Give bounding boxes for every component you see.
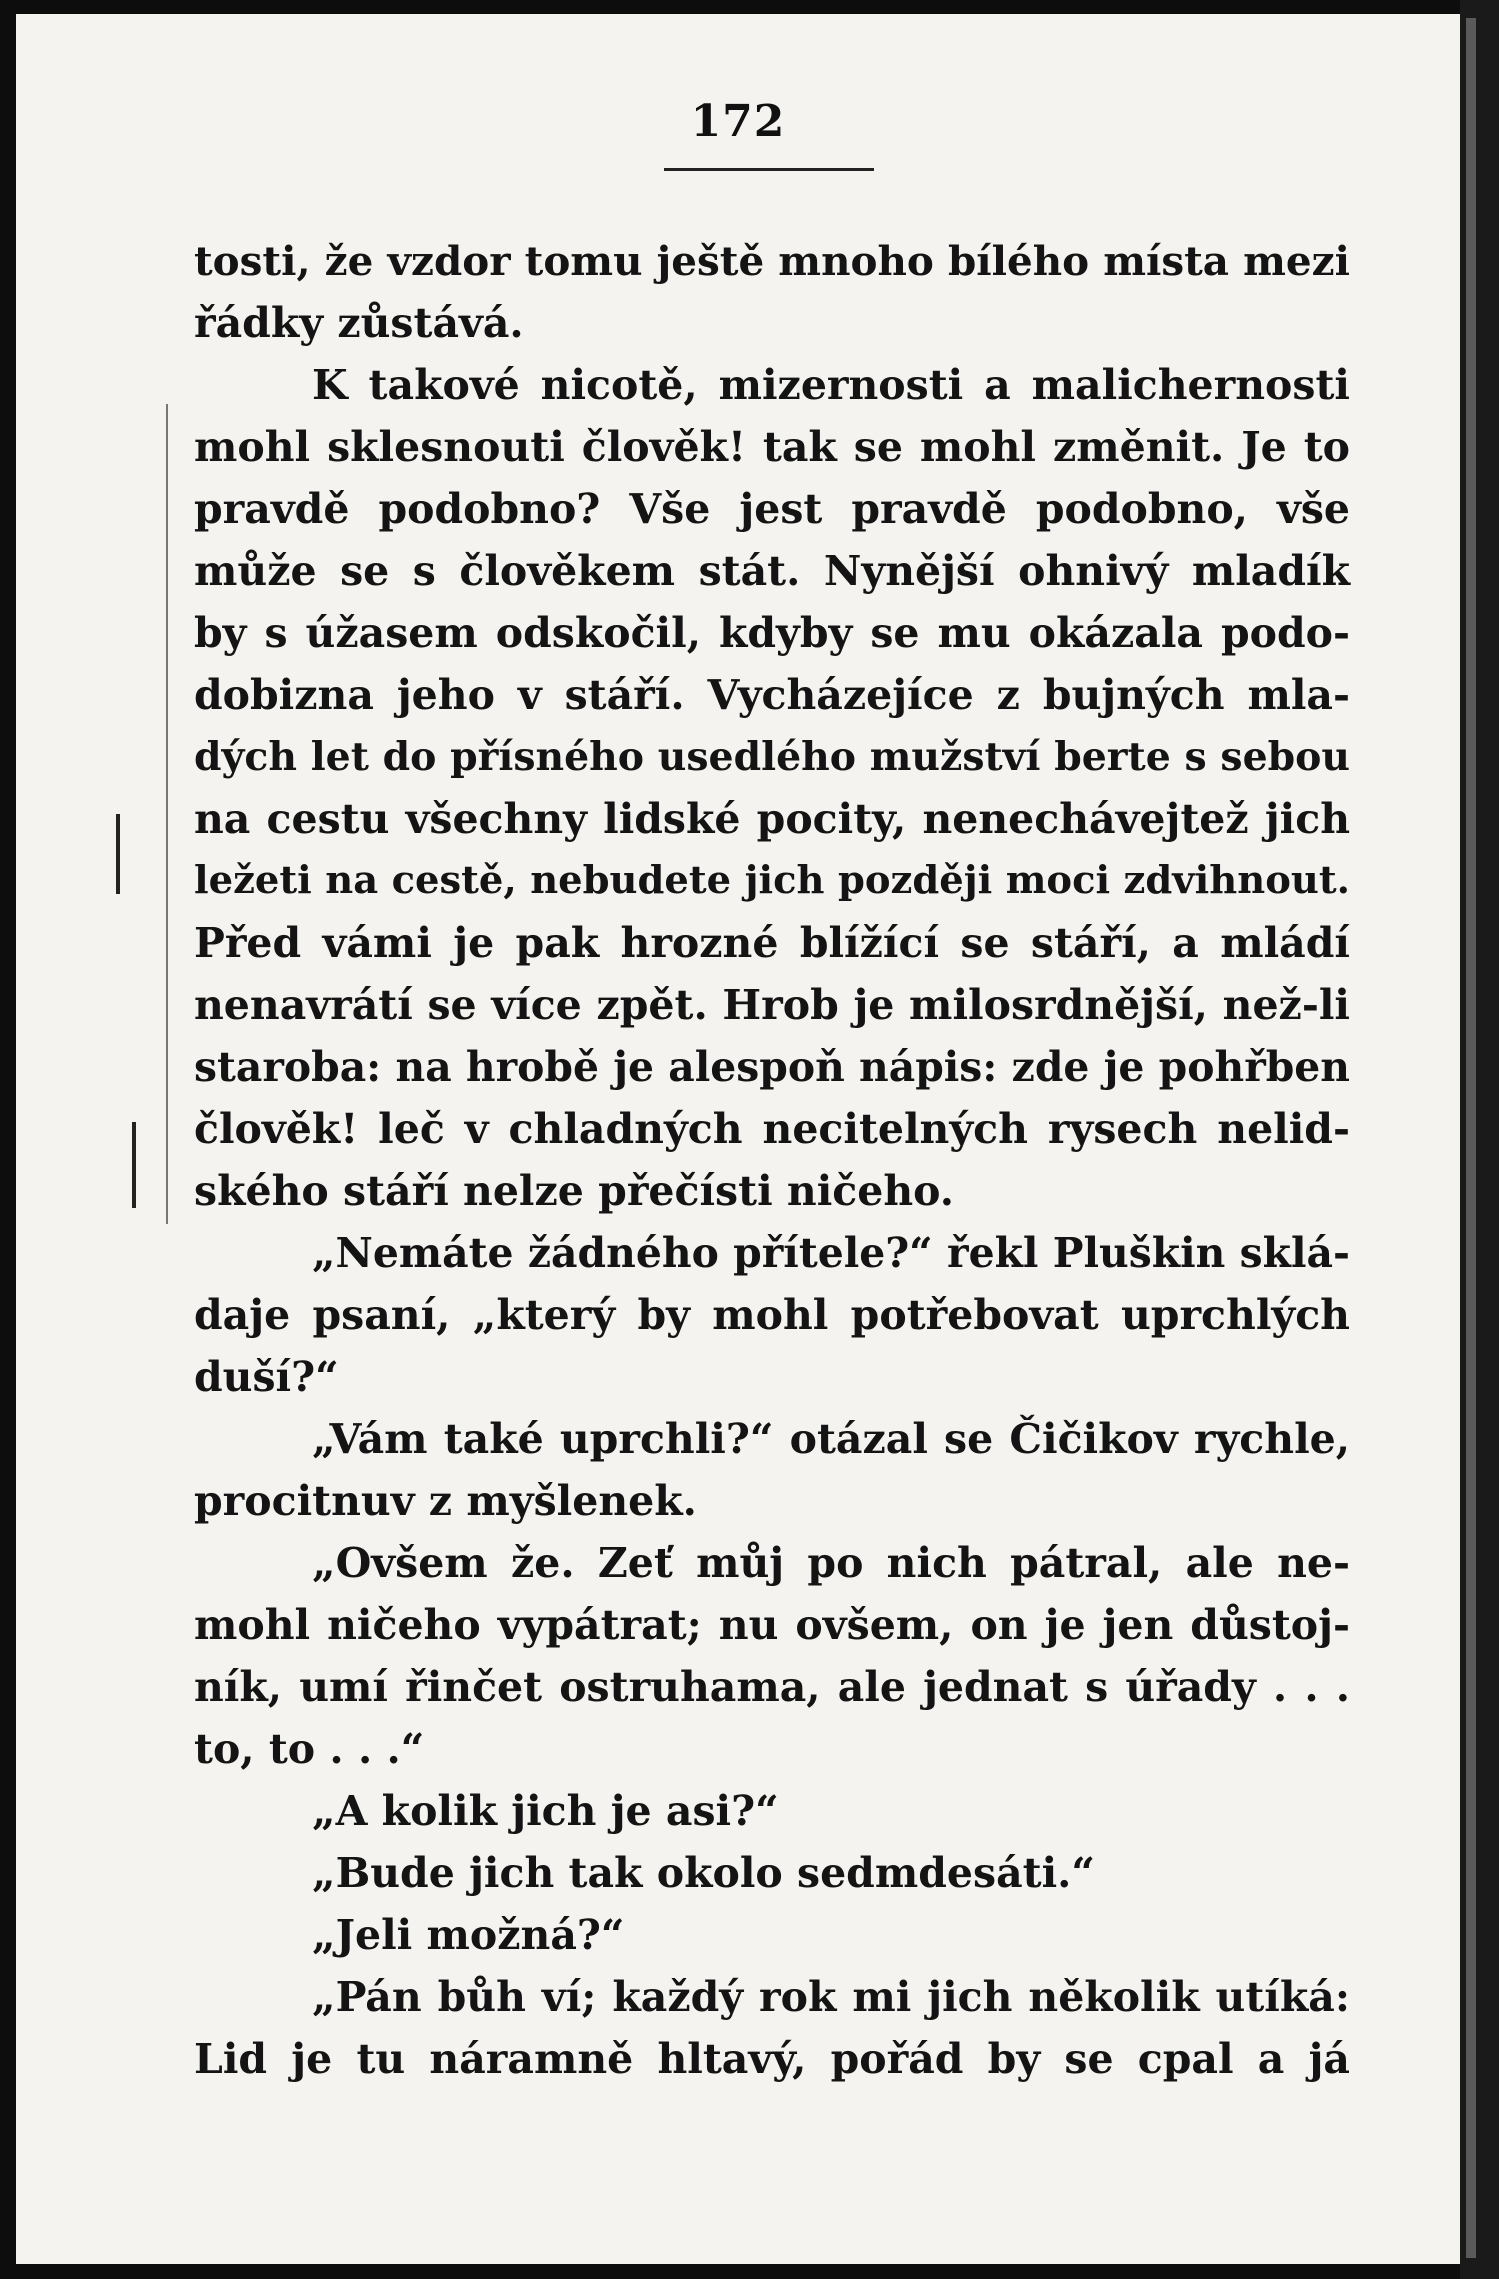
- text-line: „A kolik jich je asi?“: [312, 1787, 779, 1835]
- text-line: ník, umí řinčet ostruhama, ale jednat s úřady . . .: [194, 1663, 1350, 1711]
- text-line: „Nemáte žádného přítele?“ řekl Pluškin sklá-: [312, 1229, 1350, 1277]
- text-line: duší?“: [194, 1353, 339, 1401]
- text-line: „Bude jich tak okolo sedmdesáti.“: [312, 1849, 1096, 1897]
- text-line: Před vámi je pak hrozné blížící se stáří, a mládí: [194, 919, 1350, 967]
- text-line: to, to . . .“: [194, 1725, 425, 1773]
- text-line: mohl ničeho vypátrat; nu ovšem, on je jen důstoj-: [194, 1601, 1350, 1649]
- text-line: člověk! leč v chladných necitelných rysech nelid-: [194, 1105, 1350, 1153]
- text-line: by s úžasem odskočil, kdyby se mu okázala podo-: [194, 609, 1350, 657]
- text-line: nenavrátí se více zpět. Hrob je milosrdnější, než-li: [194, 981, 1350, 1029]
- text-line: může se s člověkem stát. Nynější ohnivý mladík: [194, 547, 1350, 595]
- text-line: ského stáří nelze přečísti ničeho.: [194, 1167, 955, 1215]
- text-line: na cestu všechny lidské pocity, nenechávejtež jich: [194, 795, 1350, 843]
- text-line: „Ovšem že. Zeť můj po nich pátral, ale ne-: [312, 1539, 1350, 1587]
- text-line: „Jeli možná?“: [312, 1911, 625, 1959]
- text-line: „Vám také uprchli?“ otázal se Čičikov rychle,: [312, 1415, 1350, 1463]
- text-line: tosti, že vzdor tomu ještě mnoho bílého místa mezi: [194, 237, 1350, 285]
- page-edge-shadow: [1466, 18, 1476, 2258]
- text-line: procitnuv z myšlenek.: [194, 1477, 697, 1525]
- text-line: pravdě podobno? Vše jest pravdě podobno, vše: [194, 485, 1350, 533]
- margin-mark: [132, 1122, 136, 1208]
- text-line: mohl sklesnouti člověk! tak se mohl změnit. Je to: [194, 423, 1350, 471]
- text-line: řádky zůstává.: [194, 299, 524, 347]
- text-line: dých let do přísného usedlého mužství berte s sebou: [194, 734, 1350, 780]
- text-line: Lid je tu náramně hltavý, pořád by se cpal a já: [194, 2035, 1350, 2083]
- book-page: [16, 14, 1460, 2264]
- text-line: ležeti na cestě, nebudete jich později moci zdvihnout.: [194, 858, 1350, 903]
- page-number: 172: [690, 96, 786, 147]
- text-line: staroba: na hrobě je alespoň nápis: zde je pohřben: [194, 1043, 1350, 1091]
- text-line: „Pán bůh ví; každý rok mi jich několik utíká:: [312, 1973, 1350, 2021]
- text-line: dobizna jeho v stáří. Vycházejíce z bujných mla-: [194, 671, 1350, 719]
- margin-mark: [116, 814, 120, 894]
- text-line: K takové nicotě, mizernosti a malichernosti: [312, 361, 1350, 409]
- header-rule: [664, 168, 874, 171]
- body-text: [194, 230, 1350, 2090]
- margin-mark: [166, 404, 168, 1224]
- text-line: daje psaní, „který by mohl potřebovat uprchlých: [194, 1291, 1350, 1339]
